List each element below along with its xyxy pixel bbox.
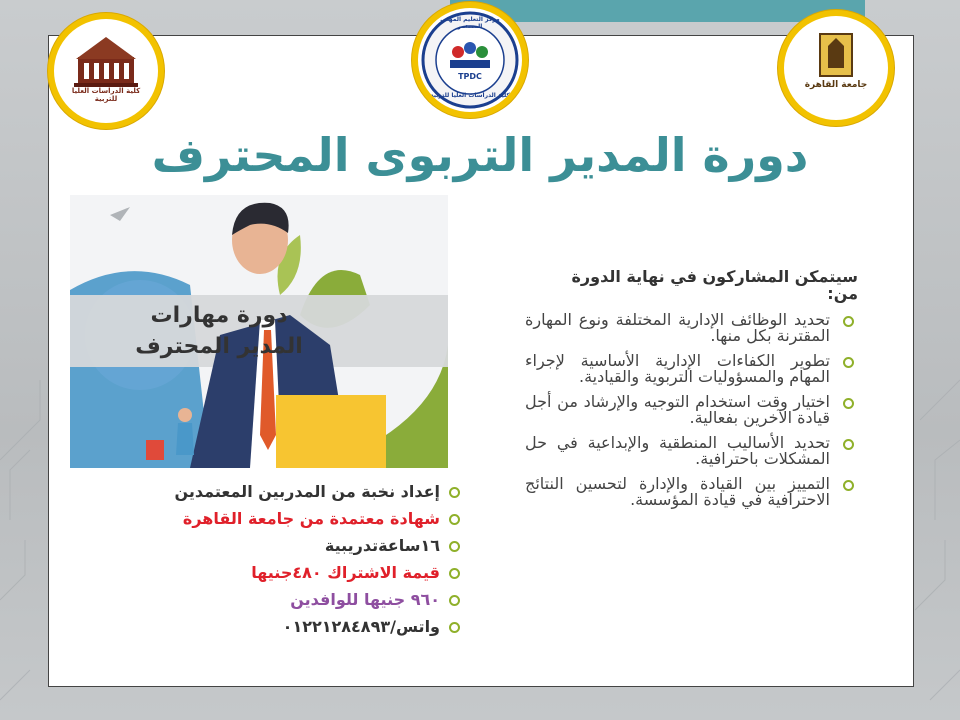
tpdc-logo (418, 8, 522, 112)
detail-text: ١٦ساعةتدريبية (324, 536, 440, 555)
detail-item (120, 505, 460, 532)
bullet-icon (843, 357, 854, 368)
detail-item (120, 478, 460, 505)
tpdc-logo-abbr: TPDC (458, 72, 482, 81)
detail-item (120, 586, 460, 613)
cairo-university-logo-caption: جامعة القاهرة (804, 80, 868, 90)
page-title: دورة المدير التربوى المحترف (151, 128, 809, 182)
objective-text: اختيار وقت استخدام التوجيه والإرشاد من أجل قيادة الآخرين بفعالية. (525, 392, 830, 427)
objectives-list (525, 312, 858, 517)
banner-line-2: المدير المحترف (135, 334, 303, 359)
objective-item (525, 476, 858, 508)
objective-text: تحديد الوظائف الإدارية المختلفة ونوع المهارة المقترنة بكل منها. (525, 310, 830, 345)
objective-item (525, 435, 858, 467)
illustration-banner (70, 300, 448, 372)
objectives-intro: سيتمكن المشاركون في نهاية الدورة من: (571, 267, 858, 303)
objective-item (525, 353, 858, 385)
bullet-icon (449, 514, 460, 525)
college-logo (54, 19, 158, 123)
objective-text: تطوير الكفاءات الإدارية الأساسية لإجراء المهام والمسؤوليات التربوية والقيادية. (525, 351, 830, 386)
detail-text: قيمة الاشتراك ٤٨٠جنيها (251, 563, 440, 582)
tpdc-logo-top-text: مركز التعليم المهني المستمر (440, 16, 500, 30)
bullet-icon (449, 541, 460, 552)
bullet-icon (449, 622, 460, 633)
objective-text: التمييز بين القيادة والإدارة لتحسين النتائج الاحترافية في قيادة المؤسسة. (525, 474, 830, 509)
detail-item (120, 613, 460, 640)
bullet-icon (449, 568, 460, 579)
detail-text: شهادة معتمدة من جامعة القاهرة (182, 509, 440, 528)
tpdc-logo-bottom-text: كلية الدراسات العليا للتربية (430, 92, 510, 99)
banner-line-1: دورة مهارات (150, 303, 288, 328)
college-logo-caption: كلية الدراسات العليا للتربية (71, 87, 141, 103)
bullet-icon (449, 595, 460, 606)
objective-text: تحديد الأساليب المنطقية والإبداعية في حل المشكلات باحترافية. (525, 433, 830, 468)
bullet-icon (843, 316, 854, 327)
detail-text: ٩٦٠ جنيها للوافدين (290, 590, 440, 609)
detail-text: واتس/٠١٢٢١٢٨٤٨٩٣ (282, 617, 440, 636)
course-details-list (120, 478, 460, 640)
bullet-icon (843, 439, 854, 450)
detail-item (120, 559, 460, 586)
cairo-university-logo (784, 16, 888, 120)
bullet-icon (843, 398, 854, 409)
detail-text: إعداد نخبة من المدربين المعتمدين (174, 482, 440, 501)
detail-item (120, 532, 460, 559)
objective-item (525, 312, 858, 344)
objective-item (525, 394, 858, 426)
header-accent-bar (450, 0, 865, 22)
bullet-icon (843, 480, 854, 491)
bullet-icon (449, 487, 460, 498)
